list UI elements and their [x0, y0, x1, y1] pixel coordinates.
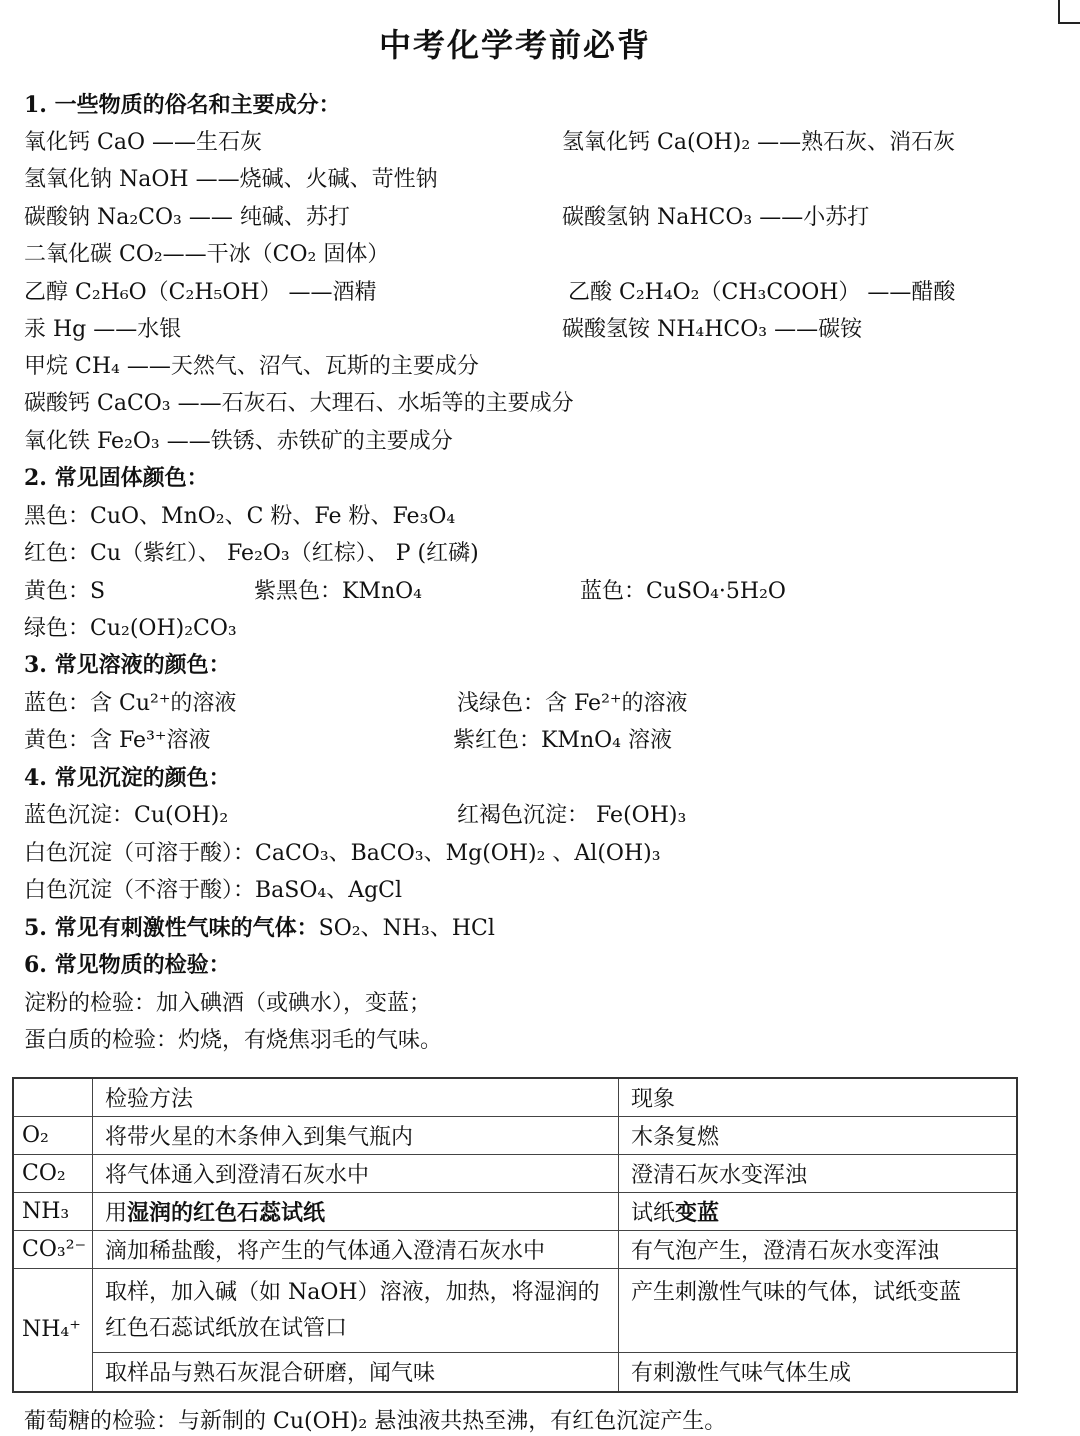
table-header-method: 检验方法 [93, 1078, 619, 1116]
solid-color-green: 绿色：Cu₂(OH)₂CO₃ [24, 616, 237, 641]
solid-color-yellow: 黄色：S [24, 579, 106, 604]
solid-color-blue: 蓝色：CuSO₄·5H₂O [580, 579, 786, 604]
phenomenon-emphasis: 变蓝 [675, 1199, 720, 1226]
table-cell-method: 将带火星的木条伸入到集气瓶内 [93, 1116, 619, 1154]
table-cell-method: 滴加稀盐酸，将产生的气体通入澄清石灰水中 [93, 1230, 619, 1268]
table-cell-substance: NH₄⁺ [13, 1268, 93, 1392]
page-title: 中考化学考前必背 [378, 26, 651, 64]
section-3-heading: 3. 常见溶液的颜色： [24, 652, 231, 678]
table-cell-phenomenon [619, 1192, 1018, 1230]
precipitate-blue: 蓝色沉淀：Cu(OH)₂ [24, 803, 229, 828]
phenomenon-prefix: 试纸 [631, 1200, 676, 1226]
list-item: 氧化钙 CaO ——生石灰 [24, 130, 262, 155]
table-cell-method: 将气体通入到澄清石灰水中 [93, 1154, 619, 1192]
list-item: 碳酸钙 CaCO₃ ——石灰石、大理石、水垢等的主要成分 [24, 391, 574, 416]
table-header-phenomenon: 现象 [619, 1078, 1018, 1116]
table-cell-phenomenon: 有气泡产生，澄清石灰水变浑浊 [619, 1230, 1018, 1268]
pungent-gases: SO₂、NH₃、HCl [318, 916, 495, 941]
section-5-line [24, 911, 495, 942]
table-cell-method: 取样品与熟石灰混合研磨，闻气味 [93, 1352, 619, 1392]
detection-table [12, 1077, 1018, 1393]
table-row [13, 1352, 1017, 1392]
method-prefix: 用 [105, 1200, 128, 1226]
list-item: 碳酸氢铵 NH₄HCO₃ ——碳铵 [562, 317, 863, 342]
table-cell-phenomenon: 木条复燃 [619, 1116, 1018, 1154]
list-item: 汞 Hg ——水银 [24, 317, 182, 342]
list-item: 氢氧化钙 Ca(OH)₂ ——熟石灰、消石灰 [562, 130, 956, 155]
list-item: 乙醇 C₂H₆O（C₂H₅OH） ——酒精 [24, 280, 377, 305]
precipitate-red-brown: 红褐色沉淀： Fe(OH)₃ [457, 803, 687, 828]
solid-color-purple-black: 紫黑色：KMnO₄ [254, 579, 422, 604]
list-item: 氢氧化钠 NaOH ——烧碱、火碱、苛性钠 [24, 167, 438, 192]
section-5-heading: 5. 常见有刺激性气味的气体： [24, 915, 319, 941]
precipitate-white-insoluble: 白色沉淀（不溶于酸）：BaSO₄、AgCl [24, 878, 403, 903]
list-item: 乙酸 C₂H₄O₂（CH₃COOH） ——醋酸 [568, 280, 956, 305]
list-item: 碳酸钠 Na₂CO₃ —— 纯碱、苏打 [24, 205, 350, 230]
solution-color-purple-red: 紫红色：KMnO₄ 溶液 [453, 728, 672, 753]
solid-color-red: 红色：Cu（紫红）、 Fe₂O₃（红棕）、 P (红磷) [24, 541, 479, 566]
list-item: 甲烷 CH₄ ——天然气、沼气、瓦斯的主要成分 [24, 354, 479, 379]
starch-test: 淀粉的检验：加入碘酒（或碘水），变蓝； [24, 991, 432, 1016]
solid-color-black: 黑色：CuO、MnO₂、C 粉、Fe 粉、Fe₃O₄ [24, 504, 456, 529]
section-6-heading: 6. 常见物质的检验： [24, 952, 231, 978]
table-header-substance [13, 1078, 93, 1116]
page-corner-mark [1058, 0, 1080, 24]
table-cell-substance: O₂ [13, 1116, 93, 1154]
table-cell-substance: CO₂ [13, 1154, 93, 1192]
section-1-heading: 1. 一些物质的俗名和主要成分： [24, 92, 341, 118]
method-emphasis: 湿润的红色石蕊试纸 [127, 1199, 326, 1226]
glucose-test: 葡萄糖的检验：与新制的 Cu(OH)₂ 悬浊液共热至沸，有红色沉淀产生。 [24, 1409, 727, 1434]
protein-test: 蛋白质的检验：灼烧，有烧焦羽毛的气味。 [24, 1028, 443, 1053]
section-4-heading: 4. 常见沉淀的颜色： [24, 765, 231, 791]
table-cell-method [93, 1192, 619, 1230]
table-cell-method: 取样，加入碱（如 NaOH）溶液，加热，将湿润的红色石蕊试纸放在试管口 [93, 1268, 619, 1352]
solution-color-blue: 蓝色：含 Cu²⁺的溶液 [24, 691, 237, 716]
table-cell-phenomenon: 有刺激性气味气体生成 [619, 1352, 1018, 1392]
table-row [13, 1116, 1017, 1154]
precipitate-white-soluble: 白色沉淀（可溶于酸）：CaCO₃、BaCO₃、Mg(OH)₂ 、Al(OH)₃ [24, 841, 661, 866]
solution-color-yellow: 黄色：含 Fe³⁺溶液 [24, 728, 211, 753]
table-row [13, 1192, 1017, 1230]
table-row [13, 1154, 1017, 1192]
table-cell-substance: NH₃ [13, 1192, 93, 1230]
list-item: 氧化铁 Fe₂O₃ ——铁锈、赤铁矿的主要成分 [24, 429, 453, 454]
section-2-heading: 2. 常见固体颜色： [24, 465, 209, 491]
table-cell-substance: CO₃²⁻ [13, 1230, 93, 1268]
list-item: 碳酸氢钠 NaHCO₃ ——小苏打 [562, 205, 870, 230]
list-item: 二氧化碳 CO₂——干冰（CO₂ 固体） [24, 242, 390, 267]
table-header-row [13, 1078, 1017, 1116]
table-row [13, 1268, 1017, 1352]
table-cell-phenomenon: 产生刺激性气味的气体，试纸变蓝 [619, 1268, 1018, 1352]
table-row [13, 1230, 1017, 1268]
table-cell-phenomenon: 澄清石灰水变浑浊 [619, 1154, 1018, 1192]
solution-color-light-green: 浅绿色：含 Fe²⁺的溶液 [457, 691, 688, 716]
